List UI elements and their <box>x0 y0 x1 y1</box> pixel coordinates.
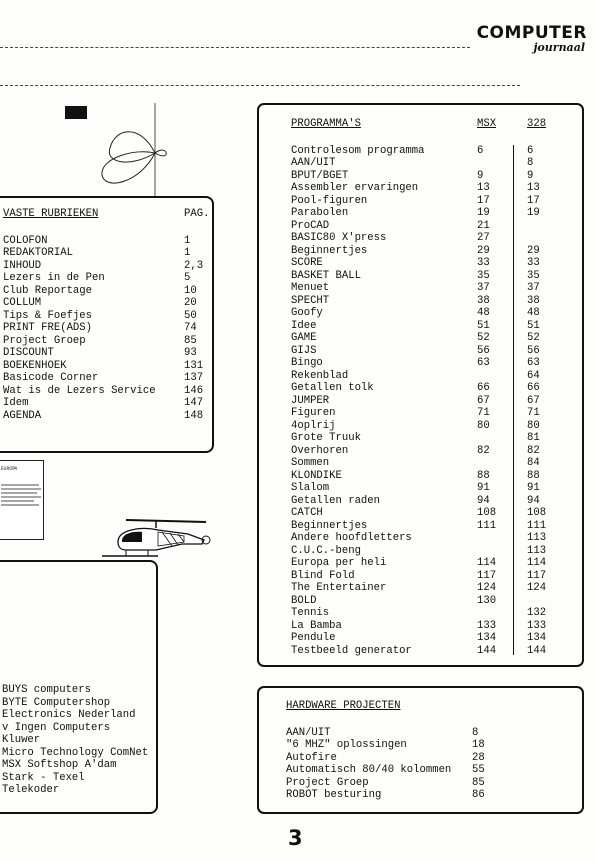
hardware-title: Automatisch 80/40 kolommen <box>286 764 452 776</box>
rubriek-title: Lezers in de Pen <box>3 272 105 284</box>
polar-figure-illustration <box>60 103 175 198</box>
hardware-row <box>286 764 576 777</box>
programma-328-page: 91 <box>527 482 540 494</box>
newsletter-clipping <box>0 460 44 540</box>
programma-msx-page: 130 <box>477 594 497 607</box>
vaste-rubrieken-heading: VASTE RUBRIEKEN <box>3 208 99 220</box>
rubriek-title: Club Reportage <box>3 284 93 297</box>
programma-title: Testbeeld generator <box>291 644 412 657</box>
programma-row <box>291 207 581 220</box>
vaste-rubrieken-row <box>3 310 213 323</box>
adverteerder-name: Telekoder <box>2 784 60 796</box>
programma-title: La Bamba <box>291 619 342 632</box>
rubriek-title: BOEKENHOEK <box>3 359 67 372</box>
hardware-title: "6 MHZ" oplossingen <box>286 739 407 751</box>
hardware-title: ROBOT besturing <box>286 789 382 801</box>
hardware-row <box>286 789 576 802</box>
programma-328-page: 144 <box>527 644 547 657</box>
programma-msx-page: 88 <box>477 469 490 482</box>
programma-row <box>291 545 581 558</box>
adverteerder-name: v Ingen Computers <box>2 721 111 734</box>
programmas-header <box>291 118 581 131</box>
rubriek-page: 10 <box>184 284 197 297</box>
programma-328-page: 84 <box>527 457 540 469</box>
rubriek-page: 85 <box>184 334 197 347</box>
programmas-heading: PROGRAMMA'S <box>291 118 361 130</box>
programmas-col-328: 328 <box>527 118 547 130</box>
programma-328-page: 108 <box>527 507 547 519</box>
vaste-rubrieken-row <box>3 347 213 360</box>
programma-title: Pendule <box>291 632 336 644</box>
hardware-title: AAN/UIT <box>286 726 331 739</box>
programma-328-page: 113 <box>527 544 547 557</box>
vaste-rubrieken-row <box>3 235 213 248</box>
hardware-page: 55 <box>472 764 485 776</box>
programma-row <box>291 620 581 633</box>
programma-msx-page: 144 <box>477 644 497 657</box>
programma-row <box>291 407 581 420</box>
programma-row <box>291 370 581 383</box>
rubriek-page: 1 <box>184 234 191 247</box>
rubriek-title: Basicode Corner <box>3 372 99 384</box>
programma-328-page: 6 <box>527 144 534 157</box>
programma-msx-page: 21 <box>477 219 490 232</box>
programma-msx-page: 51 <box>477 319 490 332</box>
programma-row <box>291 607 581 620</box>
programma-title: BASKET BALL <box>291 269 361 282</box>
programma-msx-page: 124 <box>477 582 497 594</box>
rubriek-page: 20 <box>184 297 197 309</box>
programma-328-page: 67 <box>527 394 540 407</box>
rubriek-title: Project Groep <box>3 334 86 347</box>
programma-title: Sommen <box>291 457 330 469</box>
programma-row <box>291 295 581 308</box>
programma-title: GIJS <box>291 344 317 357</box>
programma-title: Pool-figuren <box>291 194 368 207</box>
programma-328-page: 71 <box>527 407 540 419</box>
programma-328-page: 9 <box>527 169 534 182</box>
rubriek-title: Wat is de Lezers Service <box>3 384 156 397</box>
adverteerder-name: Electronics Nederland <box>2 709 136 721</box>
programma-row <box>291 270 581 283</box>
programma-msx-page: 13 <box>477 182 490 194</box>
hardware-page: 18 <box>472 739 485 751</box>
programma-row <box>291 220 581 233</box>
hardware-page: 28 <box>472 751 485 764</box>
programma-row <box>291 645 581 658</box>
programma-row <box>291 432 581 445</box>
programma-msx-page: 48 <box>477 307 490 319</box>
programma-row <box>291 470 581 483</box>
programma-title: Controlesom programma <box>291 144 425 157</box>
programma-msx-page: 38 <box>477 294 490 307</box>
rubriek-page: 50 <box>184 309 197 322</box>
programma-msx-page: 56 <box>477 344 490 357</box>
programma-328-page: 134 <box>527 632 547 644</box>
programma-row <box>291 320 581 333</box>
rubriek-page: 146 <box>184 384 204 397</box>
programma-328-page: 66 <box>527 382 540 394</box>
programma-row <box>291 570 581 583</box>
adverteerder-name: Kluwer <box>2 734 41 746</box>
programma-title: Slalom <box>291 482 330 494</box>
programma-row <box>291 232 581 245</box>
programma-title: C.U.C.-beng <box>291 544 361 557</box>
programma-row <box>291 595 581 608</box>
programma-row <box>291 332 581 345</box>
adverteerders-box <box>0 560 158 814</box>
vaste-rubrieken-header <box>3 208 213 221</box>
logo-main: COMPUTER <box>476 23 587 43</box>
programma-title: JUMPER <box>291 394 330 407</box>
programma-row <box>291 145 581 158</box>
hardware-row <box>286 777 576 790</box>
rubriek-page: 93 <box>184 347 197 359</box>
programma-328-page: 82 <box>527 444 540 457</box>
rubriek-title: Tips & Foefjes <box>3 309 93 322</box>
hardware-row <box>286 752 576 765</box>
programma-328-page: 19 <box>527 207 540 219</box>
programma-msx-page: 29 <box>477 244 490 257</box>
programma-msx-page: 111 <box>477 519 497 532</box>
vaste-rubrieken-row <box>3 247 213 260</box>
vaste-rubrieken-list <box>3 235 213 423</box>
programma-row <box>291 507 581 520</box>
programma-328-page: 63 <box>527 357 540 369</box>
programma-title: GAME <box>291 332 317 344</box>
programma-title: SCORE <box>291 257 323 269</box>
programma-row <box>291 307 581 320</box>
programma-msx-page: 6 <box>477 144 484 157</box>
programma-msx-page: 17 <box>477 194 490 207</box>
programma-msx-page: 52 <box>477 332 490 344</box>
hardware-box <box>257 686 584 814</box>
vaste-rubrieken-row <box>3 285 213 298</box>
hardware-page: 85 <box>472 776 485 789</box>
programma-msx-page: 71 <box>477 407 490 419</box>
rubriek-page: 137 <box>184 372 204 384</box>
programma-msx-page: 133 <box>477 619 497 632</box>
programma-msx-page: 37 <box>477 282 490 294</box>
programma-row <box>291 395 581 408</box>
programma-title: The Entertainer <box>291 582 387 594</box>
rubriek-page: 5 <box>184 272 191 284</box>
programma-title: Blind Fold <box>291 569 355 582</box>
programma-row <box>291 520 581 533</box>
programma-328-page: 64 <box>527 369 540 382</box>
rubriek-page: 1 <box>184 247 191 259</box>
vaste-rubrieken-page-heading: PAG. <box>184 208 210 220</box>
rubriek-title: COLOFON <box>3 234 48 247</box>
programma-row <box>291 195 581 208</box>
hardware-page: 86 <box>472 789 485 801</box>
programma-row <box>291 157 581 170</box>
programmas-column-divider <box>513 145 514 655</box>
programma-328-page: 8 <box>527 157 534 169</box>
vaste-rubrieken-row <box>3 260 213 273</box>
programma-row <box>291 582 581 595</box>
programma-title: Menuet <box>291 282 330 294</box>
programma-msx-page: 82 <box>477 444 490 457</box>
programma-328-page: 33 <box>527 257 540 269</box>
programma-msx-page: 114 <box>477 557 497 569</box>
programma-row <box>291 382 581 395</box>
rubriek-title: PRINT FRE(ADS) <box>3 322 93 334</box>
programma-row <box>291 632 581 645</box>
programma-title: AAN/UIT <box>291 157 336 169</box>
hardware-page: 8 <box>472 726 479 739</box>
programma-msx-page: 80 <box>477 419 490 432</box>
programma-title: Parabolen <box>291 207 349 219</box>
programma-328-page: 80 <box>527 419 540 432</box>
programma-title: Goofy <box>291 307 323 319</box>
programma-title: KLONDIKE <box>291 469 342 482</box>
programma-328-page: 88 <box>527 469 540 482</box>
programma-row <box>291 445 581 458</box>
programma-title: Idee <box>291 319 317 332</box>
programma-328-page: 17 <box>527 194 540 207</box>
programma-title: Assembler ervaringen <box>291 182 419 194</box>
programma-328-page: 52 <box>527 332 540 344</box>
vaste-rubrieken-row <box>3 335 213 348</box>
hardware-heading: HARDWARE PROJECTEN <box>286 700 401 712</box>
programma-title: Beginnertjes <box>291 519 368 532</box>
hardware-list <box>286 727 576 802</box>
vaste-rubrieken-row <box>3 360 213 373</box>
programma-title: Beginnertjes <box>291 244 368 257</box>
rubriek-page: 131 <box>184 359 204 372</box>
rubriek-title: COLLUM <box>3 297 42 309</box>
programma-msx-page: 117 <box>477 569 497 582</box>
programma-328-page: 13 <box>527 182 540 194</box>
programma-msx-page: 35 <box>477 269 490 282</box>
programma-msx-page: 27 <box>477 232 490 244</box>
programma-title: BPUT/BGET <box>291 169 349 182</box>
programma-328-page: 35 <box>527 269 540 282</box>
rubriek-title: Idem <box>3 397 29 409</box>
programma-328-page: 111 <box>527 519 547 532</box>
helicopter-illustration <box>96 512 214 564</box>
rubriek-title: INHOUD <box>3 259 42 272</box>
programma-328-page: 132 <box>527 607 547 619</box>
programma-328-page: 117 <box>527 569 547 582</box>
page-number: 3 <box>288 826 303 850</box>
programma-328-page: 113 <box>527 532 547 544</box>
vaste-rubrieken-row <box>3 397 213 410</box>
programma-328-page: 94 <box>527 494 540 507</box>
programma-row <box>291 457 581 470</box>
programmas-col-msx: MSX <box>477 118 497 130</box>
programma-title: Bingo <box>291 357 323 369</box>
hardware-title: Project Groep <box>286 776 369 789</box>
programma-title: Grote Truuk <box>291 432 361 444</box>
programma-328-page: 124 <box>527 582 547 594</box>
rubriek-title: AGENDA <box>3 409 42 422</box>
adverteerder-name: BUYS computers <box>2 684 92 696</box>
header-rule-top <box>0 47 470 48</box>
logo-sub: journaal <box>533 41 585 54</box>
rubriek-page: 148 <box>184 409 204 422</box>
rubriek-title: DISCOUNT <box>3 347 54 359</box>
programma-328-page: 38 <box>527 294 540 307</box>
rubriek-title: REDAKTORIAL <box>3 247 73 259</box>
programma-row <box>291 245 581 258</box>
programma-msx-page: 19 <box>477 207 490 219</box>
hardware-title: Autofire <box>286 751 337 764</box>
programma-row <box>291 170 581 183</box>
programma-msx-page: 67 <box>477 394 490 407</box>
rubriek-page: 147 <box>184 397 204 409</box>
programma-row <box>291 420 581 433</box>
programma-title: Getallen tolk <box>291 382 374 394</box>
programma-328-page: 114 <box>527 557 547 569</box>
programma-title: Europa per heli <box>291 557 387 569</box>
programma-title: Overhoren <box>291 444 349 457</box>
programma-title: BASIC80 X'press <box>291 232 387 244</box>
hardware-row <box>286 739 576 752</box>
programma-title: Rekenblad <box>291 369 349 382</box>
adverteerder-name: MSX Softshop A'dam <box>2 759 117 771</box>
rubriek-page: 2,3 <box>184 259 204 272</box>
programma-msx-page: 33 <box>477 257 490 269</box>
vaste-rubrieken-row <box>3 372 213 385</box>
vaste-rubrieken-row <box>3 272 213 285</box>
programmas-list <box>291 145 581 658</box>
programma-title: CATCH <box>291 507 323 519</box>
programma-328-page: 81 <box>527 432 540 444</box>
programma-row <box>291 357 581 370</box>
programmas-box <box>257 103 584 667</box>
programma-title: Figuren <box>291 407 336 419</box>
programma-328-page: 133 <box>527 619 547 632</box>
programma-row <box>291 182 581 195</box>
programma-msx-page: 9 <box>477 169 484 182</box>
vaste-rubrieken-row <box>3 297 213 310</box>
programma-msx-page: 108 <box>477 507 497 519</box>
hardware-row <box>286 727 576 740</box>
programma-title: Tennis <box>291 607 330 619</box>
programma-328-page: 37 <box>527 282 540 294</box>
programma-title: Getallen raden <box>291 494 381 507</box>
header-rule-bottom <box>0 85 520 86</box>
programma-row <box>291 282 581 295</box>
programma-row <box>291 345 581 358</box>
adverteerder-name: Stark - Texel <box>2 771 85 784</box>
programma-title: BOLD <box>291 594 317 607</box>
programma-title: SPECHT <box>291 294 330 307</box>
svg-text:EUROPA: EUROPA <box>1 466 18 471</box>
programma-msx-page: 66 <box>477 382 490 394</box>
programma-row <box>291 557 581 570</box>
programma-msx-page: 91 <box>477 482 490 494</box>
adverteerder-name: BYTE Computershop <box>2 696 111 709</box>
logo <box>472 24 587 54</box>
programma-328-page: 48 <box>527 307 540 319</box>
programma-328-page: 29 <box>527 244 540 257</box>
vaste-rubrieken-box <box>0 196 214 453</box>
vaste-rubrieken-row <box>3 410 213 423</box>
adverteerder-name: Micro Technology ComNet <box>2 746 149 759</box>
polar-figure-header-block <box>65 106 87 119</box>
programma-title: Andere hoofdletters <box>291 532 412 544</box>
programma-row <box>291 495 581 508</box>
programma-328-page: 51 <box>527 319 540 332</box>
programma-row <box>291 257 581 270</box>
programma-msx-page: 63 <box>477 357 490 369</box>
programma-msx-page: 134 <box>477 632 497 644</box>
programma-row <box>291 482 581 495</box>
rubriek-page: 74 <box>184 322 197 334</box>
vaste-rubrieken-row <box>3 385 213 398</box>
programma-msx-page: 94 <box>477 494 490 507</box>
programma-title: 4oplrij <box>291 419 336 432</box>
programma-title: ProCAD <box>291 219 330 232</box>
programma-328-page: 56 <box>527 344 540 357</box>
vaste-rubrieken-row <box>3 322 213 335</box>
programma-row <box>291 532 581 545</box>
